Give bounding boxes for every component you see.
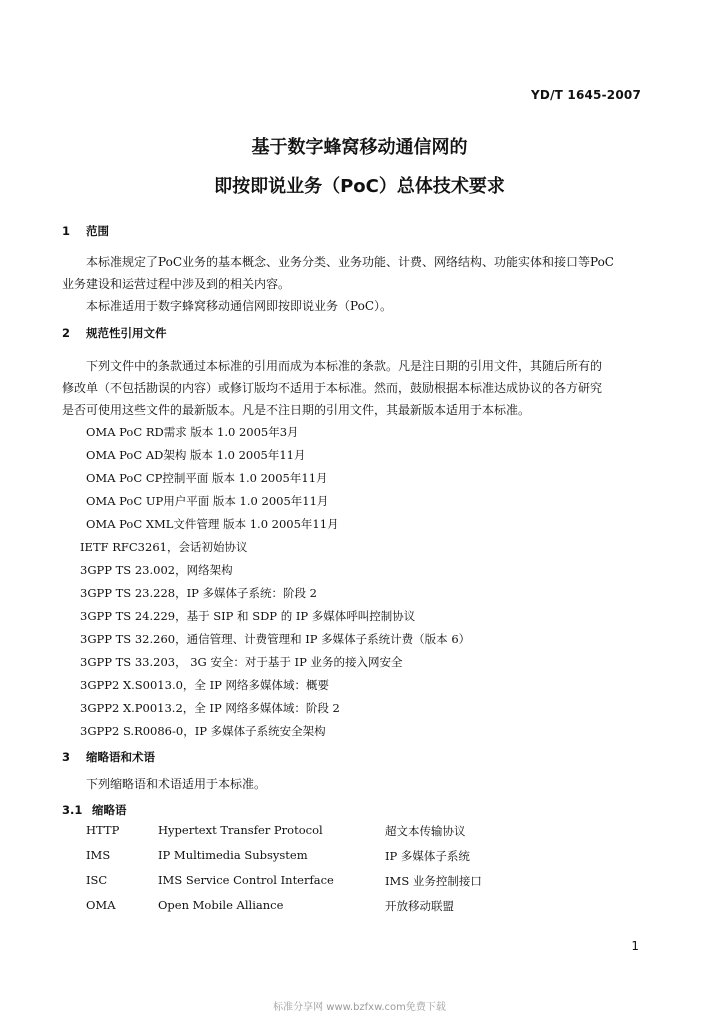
abbr-chinese: 开放移动联盟 [385, 899, 454, 913]
section-2-intro-line1: 下列文件中的条款通过本标准的引用而成为本标准的条款。凡是注日期的引用文件，其随后所有的 [86, 359, 603, 373]
title-line-2: 即按即说业务（PoC）总体技术要求 [214, 176, 505, 197]
section-title: 范围 [86, 224, 109, 238]
reference-item: 3GPP TS 33.203， 3G 安全：对于基于 IP 业务的接入网安全 [80, 655, 403, 669]
standard-number: YD/T 1645-2007 [531, 88, 641, 102]
section-1-para1-line2: 业务建设和运营过程中涉及到的相关内容。 [62, 277, 291, 291]
reference-item: 3GPP TS 23.228，IP 多媒体子系统：阶段 2 [80, 586, 317, 600]
reference-item: OMA PoC AD架构 版本 1.0 2005年11月 [86, 448, 306, 462]
section-title: 规范性引用文件 [86, 326, 167, 340]
reference-item: 3GPP TS 24.229，基于 SIP 和 SDP 的 IP 多媒体呼叫控制协议 [80, 609, 416, 623]
subsection-number: 3.1 [62, 803, 83, 817]
reference-item: 3GPP2 X.P0013.2，全 IP 网络多媒体域：阶段 2 [80, 701, 340, 715]
abbr-english: IMS Service Control Interface [158, 873, 334, 887]
section-number: 3 [62, 750, 71, 764]
reference-item: 3GPP TS 23.002，网络架构 [80, 563, 233, 577]
reference-item: OMA PoC UP用户平面 版本 1.0 2005年11月 [86, 494, 329, 508]
abbr-chinese: IP 多媒体子系统 [385, 849, 470, 863]
subsection-3-1-heading [62, 802, 127, 818]
section-number: 2 [62, 326, 71, 340]
reference-item: 3GPP TS 32.260，通信管理、计费管理和 IP 多媒体子系统计费（版本 6） [80, 632, 471, 646]
abbr-term: IMS [86, 848, 111, 862]
reference-item: IETF RFC3261，会话初始协议 [80, 540, 248, 554]
abbr-english: Hypertext Transfer Protocol [158, 823, 323, 837]
section-number: 1 [62, 224, 71, 238]
section-3-heading [62, 749, 155, 765]
abbreviation-row [86, 873, 646, 891]
section-1-heading [62, 223, 109, 239]
page-number: 1 [631, 939, 639, 953]
watermark-footer: 标准分享网 www.bzfxw.com免费下载 [273, 1002, 446, 1013]
reference-item: 3GPP2 X.S0013.0，全 IP 网络多媒体域：概要 [80, 678, 330, 692]
section-2-intro-line3: 是否可使用这些文件的最新版本。凡是不注日期的引用文件，其最新版本适用于本标准。 [62, 403, 531, 417]
section-3-intro: 下列缩略语和术语适用于本标准。 [86, 777, 267, 791]
abbr-term: OMA [86, 898, 116, 912]
reference-item: OMA PoC CP控制平面 版本 1.0 2005年11月 [86, 471, 328, 485]
abbr-chinese: 超文本传输协议 [385, 824, 466, 838]
section-1-para2: 本标准适用于数字蜂窝移动通信网即按即说业务（PoC）。 [86, 299, 392, 313]
section-1-para1-line1: 本标准规定了PoC业务的基本概念、业务分类、业务功能、计费、网络结构、功能实体和接口等PoC [86, 255, 614, 269]
abbr-term: HTTP [86, 823, 120, 837]
abbr-english: Open Mobile Alliance [158, 898, 284, 912]
abbr-term: ISC [86, 873, 108, 887]
abbreviation-row [86, 898, 646, 916]
subsection-title: 缩略语 [92, 803, 127, 817]
reference-item: OMA PoC XML文件管理 版本 1.0 2005年11月 [86, 517, 339, 531]
abbreviation-row [86, 823, 646, 841]
abbr-english: IP Multimedia Subsystem [158, 848, 308, 862]
abbreviation-row [86, 848, 646, 866]
section-2-intro-line2: 修改单（不包括勘误的内容）或修订版均不适用于本标准。然而，鼓励根据本标准达成协议的各方研究 [62, 381, 603, 395]
abbr-chinese: IMS 业务控制接口 [385, 874, 482, 888]
section-title: 缩略语和术语 [86, 750, 155, 764]
title-line-1: 基于数字蜂窝移动通信网的 [251, 137, 468, 158]
section-2-heading [62, 325, 167, 341]
reference-item: 3GPP2 S.R0086-0，IP 多媒体子系统安全架构 [80, 724, 326, 738]
reference-item: OMA PoC RD需求 版本 1.0 2005年3月 [86, 425, 299, 439]
